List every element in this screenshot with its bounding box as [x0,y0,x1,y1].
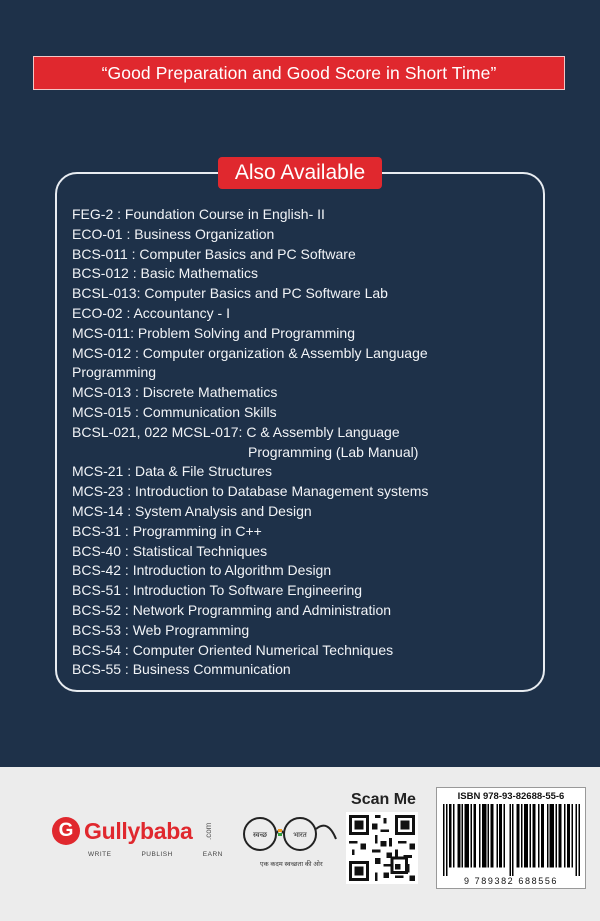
book-list [72,205,428,680]
list-item: ECO-01 : Business Organization [72,225,275,242]
brand-suffix: .com [204,822,213,840]
list-item: BCS-54 : Computer Oriented Numerical Techniques [72,641,394,658]
isbn-barcode [436,787,586,889]
list-item: BCS-011 : Computer Basics and PC Software [72,245,356,262]
list-item: MCS-011: Problem Solving and Programming [72,324,355,341]
list-item: BCSL-021, 022 MCSL-017: C & Assembly Language [72,423,400,440]
tagline-banner: “Good Preparation and Good Score in Short Time” [33,56,565,90]
tagline-word: EARN [202,851,223,858]
list-item: FEG-2 : Foundation Course in English- II [72,206,325,222]
list-item: ECO-02 : Accountancy - I [72,304,230,321]
list-item-continuation: Programming (Lab Manual) [248,443,419,460]
scan-me-label: Scan Me [351,791,416,808]
tagline-word: WRITE [88,851,112,858]
brand-name: Gullybaba [84,818,193,844]
list-item: BCSL-013: Computer Basics and PC Software Lab [72,285,388,302]
list-item: Programming [72,364,157,381]
list-item: MCS-013 : Discrete Mathematics [72,384,278,401]
qr-code-icon[interactable] [346,812,418,884]
barcode-digits: 9 789382 688556 [463,876,559,886]
also-available-heading: Also Available [218,157,382,189]
list-item: BCS-40 : Statistical Techniques [72,542,268,559]
gullybaba-logo [48,813,223,871]
list-item: MCS-21 : Data & File Structures [72,463,272,480]
brand-tagline [88,851,223,858]
barcode-icon [443,804,580,876]
list-item: MCS-23 : Introduction to Database Management systems [72,483,429,500]
bharat-word: भारत [293,831,307,839]
scan-me-block [346,791,421,889]
swachh-word: स्वच्छ [252,831,268,839]
list-item: BCS-52 : Network Programming and Administration [72,601,392,618]
list-item: BCS-42 : Introduction to Algorithm Design [72,562,332,579]
list-item: MCS-015 : Communication Skills [72,403,277,420]
swachh-bharat-logo [230,809,338,879]
list-item: BCS-012 : Basic Mathematics [72,265,258,282]
list-item: BCS-53 : Web Programming [72,621,250,638]
list-item: BCS-51 : Introduction To Software Engineering [72,582,363,599]
g-logo-icon: G [52,817,80,845]
list-item: MCS-14 : System Analysis and Design [72,502,312,519]
tagline-word: PUBLISH [141,851,173,858]
spectacles-icon [230,809,338,859]
swachh-caption: एक कदम स्वच्छता की ओर [260,861,323,868]
isbn-label: ISBN 978-93-82688-55-6 [457,791,565,802]
footer-band [0,767,600,921]
list-item: MCS-012 : Computer organization & Assembly Language [72,344,428,361]
list-item: BCS-55 : Business Communication [72,661,291,678]
list-item: BCS-31 : Programming in C++ [72,522,262,539]
